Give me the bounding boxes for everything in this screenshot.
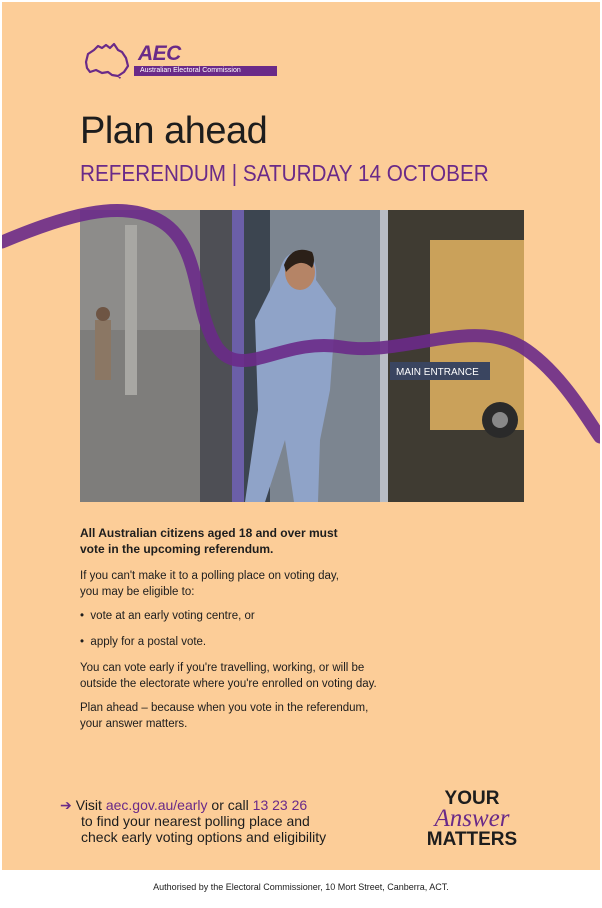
early-vote-line-2: outside the electorate where you're enrolled on voting day. bbox=[80, 678, 377, 690]
campaign-your: YOUR bbox=[444, 788, 500, 809]
eligibility-paragraph bbox=[80, 568, 440, 600]
phone-link[interactable]: 13 23 26 bbox=[252, 797, 308, 813]
campaign-matters: MATTERS bbox=[426, 829, 518, 850]
eligibility-line-2: you may be eligible to: bbox=[80, 586, 195, 598]
bullet-dot: • bbox=[80, 636, 91, 648]
bullet-text: apply for a postal vote. bbox=[90, 636, 207, 648]
cta-line-3: check early voting options and eligibility bbox=[81, 829, 327, 845]
intro-line-1: All Australian citizens aged 18 and over must bbox=[80, 526, 338, 540]
cta-middle: or call bbox=[211, 797, 249, 813]
website-link[interactable]: aec.gov.au/early bbox=[105, 797, 208, 813]
main-entrance-sign: MAIN ENTRANCE bbox=[396, 367, 479, 378]
plan-ahead-line-2: your answer matters. bbox=[80, 718, 188, 730]
bullet-item bbox=[80, 608, 440, 624]
logo-subtext: Australian Electoral Commission bbox=[140, 67, 241, 74]
bullet-item bbox=[80, 634, 440, 650]
logo-wordmark: AEC bbox=[138, 42, 181, 65]
purple-swirl-decoration bbox=[2, 197, 600, 447]
intro-line-2: vote in the upcoming referendum. bbox=[80, 542, 274, 556]
call-to-action bbox=[60, 797, 390, 845]
early-vote-line-1: You can vote early if you're travelling, working, or will be bbox=[80, 662, 365, 674]
arrow-right-icon: ➔ bbox=[60, 797, 72, 813]
intro-paragraph bbox=[80, 525, 440, 557]
eligibility-line-1: If you can't make it to a polling place on voting day, bbox=[80, 570, 339, 582]
cta-prefix: Visit bbox=[75, 797, 102, 813]
plan-ahead-paragraph bbox=[80, 700, 440, 732]
campaign-answer: Answer bbox=[434, 805, 510, 832]
your-answer-matters-logo bbox=[412, 789, 532, 849]
aec-logo[interactable] bbox=[82, 42, 282, 82]
bullet-dot: • bbox=[80, 610, 91, 622]
cta-line-2: to find your nearest polling place and bbox=[81, 813, 310, 829]
poster bbox=[2, 2, 600, 870]
plan-ahead-line-1: Plan ahead – because when you vote in the referendum, bbox=[80, 702, 369, 714]
page-subtitle: REFERENDUM | SATURDAY 14 OCTOBER bbox=[80, 160, 489, 186]
authorisation-footer: Authorised by the Electoral Commissioner, 10 Mort Street, Canberra, ACT. bbox=[153, 882, 449, 892]
australia-map-icon bbox=[82, 42, 132, 80]
bullet-text: vote at an early voting centre, or bbox=[90, 610, 255, 622]
early-vote-paragraph bbox=[80, 660, 440, 692]
page-title: Plan ahead bbox=[80, 110, 268, 152]
